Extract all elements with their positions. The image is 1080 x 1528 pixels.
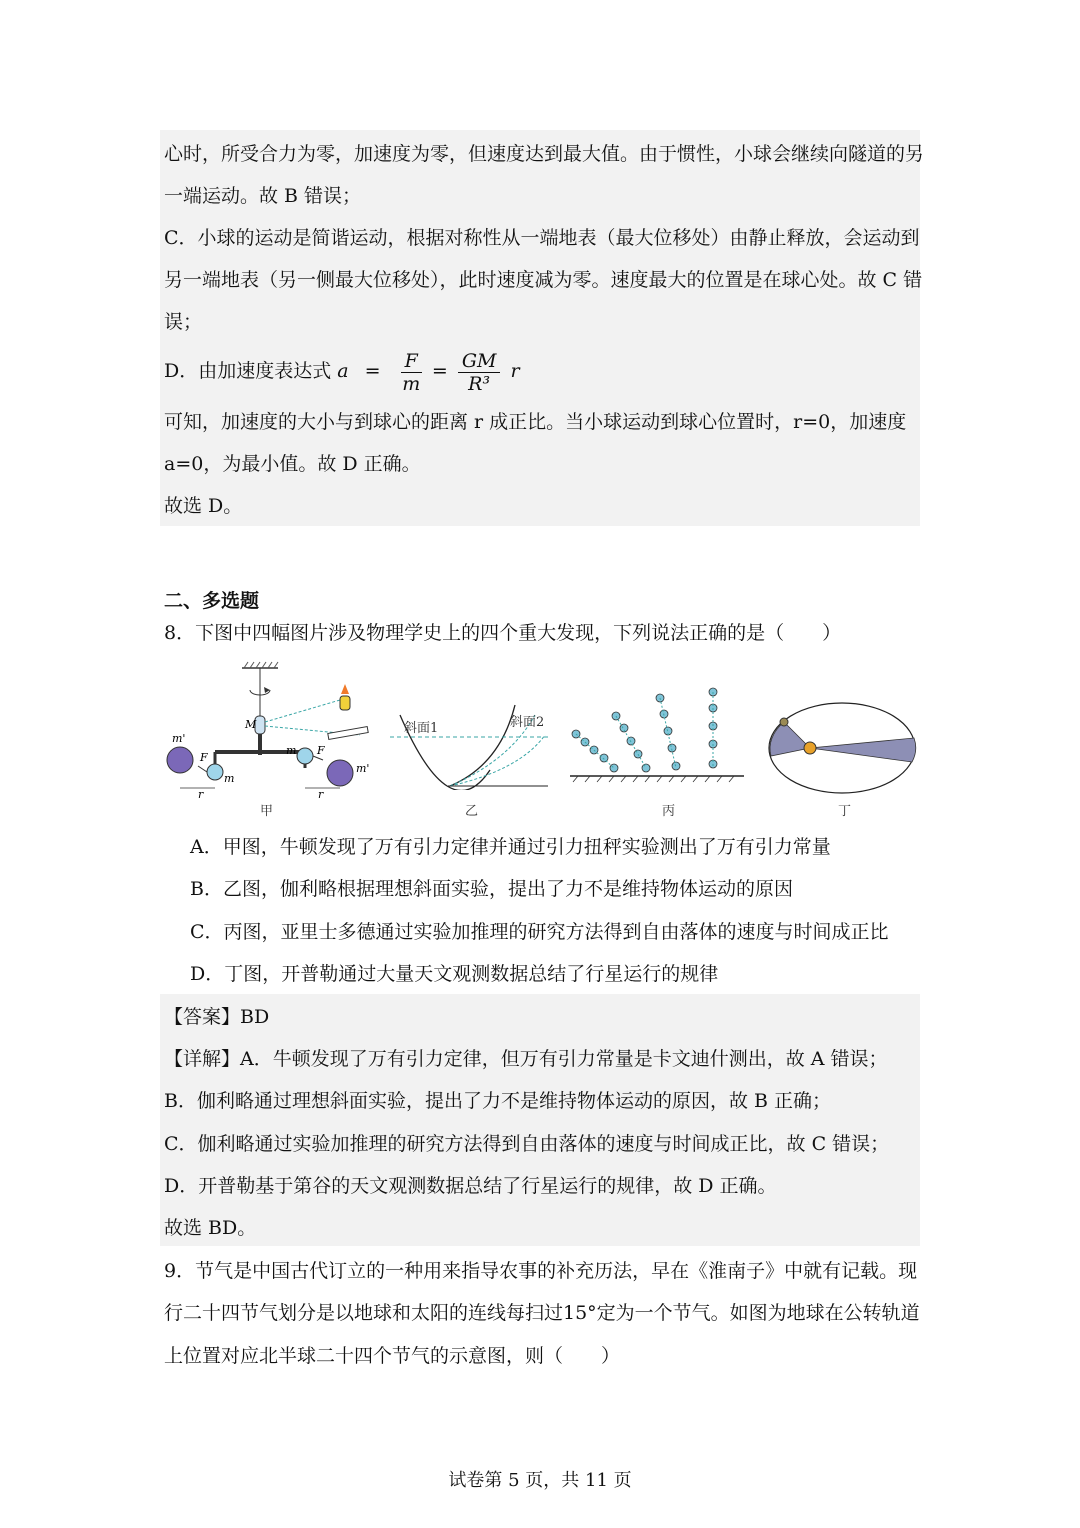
- figure-ding-caption: 丁: [838, 804, 852, 819]
- q9-line-2: 行二十四节气划分是以地球和太阳的连线每扫过15°定为一个节气。如图为地球在公转轨道: [164, 1302, 920, 1324]
- q8-explanation-1: 【详解】A．牛顿发现了万有引力定律，但万有引力常量是卡文迪什测出，故 A 错误；: [164, 1048, 888, 1070]
- svg-text:m': m': [172, 732, 186, 745]
- q7-solution-line-3: C．小球的运动是简谐运动，根据对称性从一端地表（最大位移处）由静止释放，会运动到: [164, 227, 920, 249]
- q8-explanation-2: B．伽利略通过理想斜面实验，提出了力不是维持物体运动的原因，故 B 正确；: [164, 1090, 832, 1112]
- q8-answer: 【答案】BD: [164, 1006, 270, 1028]
- formula-a: a: [337, 360, 349, 382]
- q8-explanation-3: C．伽利略通过实验加推理的研究方法得到自由落体的速度与时间成正比，故 C 错误；: [164, 1133, 890, 1155]
- figure-yi-caption: 乙: [465, 804, 479, 819]
- q7-solution-line-4: 另一端地表（另一侧最大位移处），此时速度减为零。速度最大的位置是在球心处。故 C 错: [164, 269, 923, 291]
- page-footer: 试卷第 5 页，共 11 页: [448, 1470, 632, 1491]
- svg-text:r: r: [198, 788, 204, 801]
- q7-solution-line-7: 可知，加速度的大小与到球心的距离 r 成正比。当小球运动到球心位置时，r=0，加速度: [164, 411, 907, 433]
- q8-option-c: C．丙图，亚里士多德通过实验加推理的研究方法得到自由落体的速度与时间成正比: [190, 921, 889, 943]
- svg-text:F: F: [317, 744, 325, 757]
- q8-option-d: D．丁图，开普勒通过大量天文观测数据总结了行星运行的规律: [190, 963, 719, 985]
- q9-line-3: 上位置对应北半球二十四个节气的示意图，则（ ）: [164, 1345, 621, 1367]
- q8-option-b: B．乙图，伽利略根据理想斜面实验，提出了力不是维持物体运动的原因: [190, 878, 793, 900]
- q7-solution-line-2: 一端运动。故 B 错误；: [164, 185, 362, 207]
- q8-answer-block: [160, 994, 920, 1246]
- svg-text:r: r: [318, 788, 324, 801]
- formula-r3-den: R³: [468, 372, 491, 395]
- figure-yi-label-1: 斜面1: [404, 721, 439, 736]
- q8-explanation-5: 故选 BD。: [164, 1217, 257, 1239]
- formula-eq1: =: [364, 360, 381, 382]
- formula-f-den: m: [402, 372, 421, 395]
- figure-yi-inclined-plane: [390, 690, 550, 790]
- svg-text:m: m: [224, 772, 235, 785]
- q8-option-a: A．甲图，牛顿发现了万有引力定律并通过引力扭秤实验测出了万有引力常量: [190, 836, 831, 858]
- formula-f-num: F: [401, 350, 422, 373]
- figure-ding-kepler-orbit: [766, 700, 918, 796]
- svg-text:F: F: [200, 751, 208, 764]
- q8-explanation-4: D．开普勒基于第谷的天文观测数据总结了行星运行的规律，故 D 正确。: [164, 1175, 777, 1197]
- q9-line-1: 9．节气是中国古代订立的一种用来指导农事的补充历法，早在《淮南子》中就有记载。现: [164, 1260, 918, 1282]
- q8-stem: 8．下图中四幅图片涉及物理学史上的四个重大发现，下列说法正确的是（ ）: [164, 622, 842, 644]
- svg-text:m: m: [286, 744, 297, 757]
- svg-text:M: M: [245, 718, 257, 731]
- formula-r: r: [510, 360, 520, 382]
- svg-text:m': m': [356, 762, 370, 775]
- formula-fraction-gm-r3: [458, 350, 501, 395]
- q7-solution-line-8: a=0，为最小值。故 D 正确。: [164, 453, 421, 475]
- formula-eq2: =: [431, 360, 448, 382]
- figure-bing-falling-balls: [568, 686, 746, 790]
- q7-solution-line-5: 误；: [164, 311, 203, 333]
- formula-prefix: D．由加速度表达式: [164, 360, 332, 382]
- formula-gm-num: GM: [458, 350, 501, 373]
- q7-solution-line-9: 故选 D。: [164, 495, 243, 517]
- formula-fraction-f-m: [401, 350, 422, 395]
- figure-jia-torsion-balance: [160, 660, 370, 820]
- figure-jia-caption: 甲: [260, 804, 274, 819]
- q7-option-d-formula-line: [164, 346, 520, 396]
- figure-yi-label-2: 斜面2: [510, 715, 545, 730]
- section-title: 二、多选题: [164, 590, 260, 612]
- q7-solution-line-1: 心时，所受合力为零，加速度为零，但速度达到最大值。由于惯性，小球会继续向隧道的另: [164, 143, 925, 165]
- figure-bing-caption: 丙: [662, 804, 676, 819]
